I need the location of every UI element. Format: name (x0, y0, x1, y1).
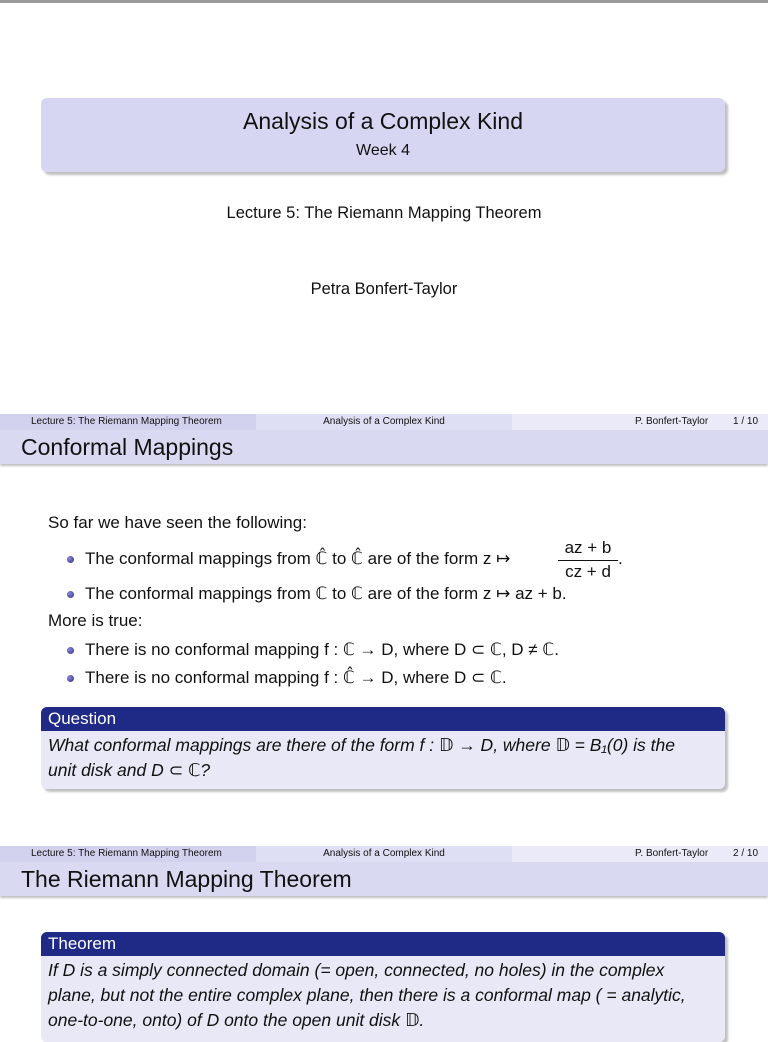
bullet-icon (67, 647, 74, 654)
slide-header-bar (0, 414, 768, 430)
header-page-number: 1 / 10 (733, 416, 759, 427)
more-text: More is true: (48, 611, 143, 630)
bullet-icon (67, 591, 74, 598)
frame-title-bar (0, 862, 768, 896)
top-divider (0, 0, 768, 3)
header-author: P. Bonfert-Taylor (635, 848, 709, 859)
bullet-affine: The conformal mappings from ℂ to ℂ are of the form z ↦ az + b. (85, 584, 567, 603)
bullet-icon (67, 556, 74, 563)
frame-title: The Riemann Mapping Theorem (21, 866, 352, 892)
presentation-title: Analysis of a Complex Kind (243, 108, 523, 134)
header-course: Analysis of a Complex Kind (323, 848, 445, 859)
frame-title: Conformal Mappings (21, 434, 234, 460)
author-name: Petra Bonfert-Taylor (310, 280, 458, 298)
question-line: unit disk and D ⊂ ℂ? (48, 760, 211, 780)
theorem-title: Theorem (41, 932, 725, 956)
theorem-line: plane, but not the entire complex plane, then there is a conformal map ( = analytic, (48, 985, 686, 1005)
question-line: What conformal mappings are there of the form f : 𝔻 → D, where 𝔻 = B₁(0) is the (48, 735, 675, 755)
bullet-mobius: The conformal mappings from ℂ̂ to ℂ̂ are of the form z ↦ (85, 549, 511, 568)
bullet-no-map-plane: There is no conformal mapping f : ℂ → D, where D ⊂ ℂ, D ≠ ℂ. (85, 640, 559, 659)
bullet-no-map-sphere: There is no conformal mapping f : ℂ̂ → D, where D ⊂ ℂ. (85, 668, 507, 687)
slide-header-bar (0, 846, 768, 862)
frame-title-bar (0, 430, 768, 464)
header-lecture: Lecture 5: The Riemann Mapping Theorem (31, 848, 222, 859)
title-block (41, 98, 725, 172)
header-page-number: 2 / 10 (733, 848, 759, 859)
fraction-numerator: az + b (564, 538, 612, 557)
theorem-line: one-to-one, onto) of D onto the open unit disk 𝔻. (48, 1010, 425, 1030)
lecture-title: Lecture 5: The Riemann Mapping Theorem (226, 204, 542, 222)
fraction-denominator: cz + d (565, 562, 611, 581)
intro-text: So far we have seen the following: (48, 513, 307, 532)
header-lecture: Lecture 5: The Riemann Mapping Theorem (31, 416, 222, 427)
theorem-line: If D is a simply connected domain (= open, connected, no holes) in the complex (48, 960, 665, 980)
question-title: Question (41, 707, 725, 731)
question-block (41, 707, 725, 789)
bullet-icon (67, 675, 74, 682)
header-course: Analysis of a Complex Kind (323, 416, 445, 427)
theorem-block (41, 932, 725, 1042)
mobius-fraction (558, 538, 618, 584)
presentation-subtitle: Week 4 (356, 142, 410, 159)
header-author: P. Bonfert-Taylor (635, 416, 709, 427)
